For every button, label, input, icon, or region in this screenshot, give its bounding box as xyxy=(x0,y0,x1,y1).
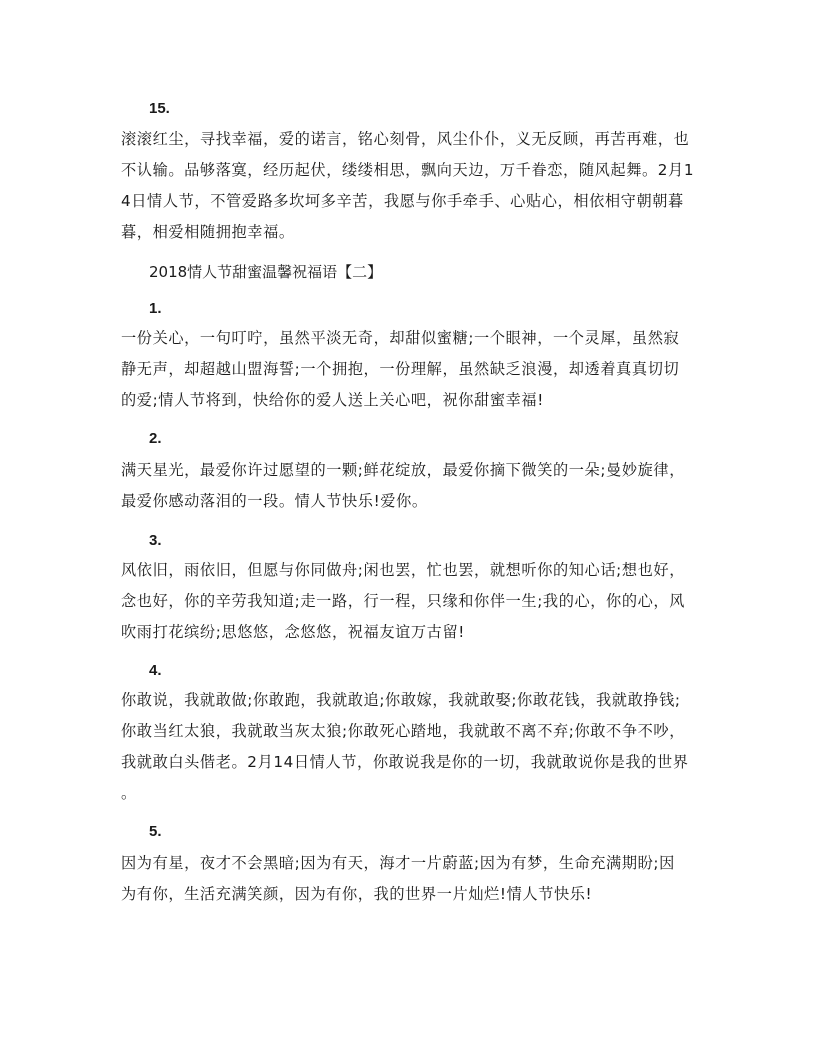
paragraph-line: 一份关心，一句叮咛，虽然平淡无奇，却甜似蜜糖;一个眼神，一个灵犀，虽然寂 xyxy=(121,329,680,347)
item-paragraph xyxy=(121,455,701,517)
section-paragraph xyxy=(121,124,701,248)
item-paragraph xyxy=(121,848,701,910)
paragraph-line: 暮，相爱相随拥抱幸福。 xyxy=(121,223,295,241)
paragraph-line: 滚滚红尘，寻找幸福，爱的诺言，铭心刻骨，风尘仆仆，义无反顾，再苦再难，也 xyxy=(121,130,690,148)
paragraph-line: 4日情人节，不管爱路多坎坷多辛苦，我愿与你手牵手、心贴心，相依相守朝朝暮 xyxy=(121,192,684,210)
paragraph-line: 念也好，你的辛劳我知道;走一路，行一程，只缘和你伴一生;我的心，你的心，风 xyxy=(121,592,685,610)
paragraph-line: 不认输。品够落寞，经历起伏，缕缕相思，飘向天边，万千眷恋，随风起舞。2月1 xyxy=(121,161,695,179)
paragraph-line: 满天星光，最爱你许过愿望的一颗;鲜花绽放，最爱你摘下微笑的一朵;曼妙旋律， xyxy=(121,461,685,479)
paragraph-line: 我就敢白头偕老。2月14日情人节，你敢说我是你的一切，我就敢说你是我的世界 xyxy=(121,753,689,771)
paragraph-line: 风依旧，雨依旧，但愿与你同做舟;闲也罢，忙也罢，就想听你的知心话;想也好， xyxy=(121,561,685,579)
section-heading: 2018情人节甜蜜温馨祝福语【二】 xyxy=(149,263,383,281)
paragraph-line: 的爱;情人节将到，快给你的爱人送上关心吧，祝你甜蜜幸福! xyxy=(121,391,544,409)
item-paragraph xyxy=(121,555,701,648)
paragraph-line: 吹雨打花缤纷;思悠悠，念悠悠，祝福友谊万古留! xyxy=(121,623,465,641)
paragraph-line: 你敢当红太狼，我就敢当灰太狼;你敢死心踏地，我就敢不离不弃;你敢不争不吵， xyxy=(121,722,685,740)
paragraph-line: 最爱你感动落泪的一段。情人节快乐!爱你。 xyxy=(121,492,428,510)
section-number: 15. xyxy=(149,100,170,117)
paragraph-line: 为有你，生活充满笑颜，因为有你，我的世界一片灿烂!情人节快乐! xyxy=(121,885,593,903)
item-number: 1. xyxy=(149,300,162,317)
item-number: 4. xyxy=(149,662,162,679)
item-number: 5. xyxy=(149,823,162,840)
paragraph-line: 静无声，却超越山盟海誓;一个拥抱，一份理解，虽然缺乏浪漫，却透着真真切切 xyxy=(121,360,680,378)
paragraph-line: 因为有星，夜才不会黑暗;因为有天，海才一片蔚蓝;因为有梦，生命充满期盼;因 xyxy=(121,854,675,872)
paragraph-line: 。 xyxy=(121,784,137,802)
item-paragraph xyxy=(121,685,701,809)
item-paragraph xyxy=(121,323,701,416)
paragraph-line: 你敢说，我就敢做;你敢跑，我就敢追;你敢嫁，我就敢娶;你敢花钱，我就敢挣钱; xyxy=(121,691,681,709)
item-number: 3. xyxy=(149,532,162,549)
item-number: 2. xyxy=(149,430,162,447)
